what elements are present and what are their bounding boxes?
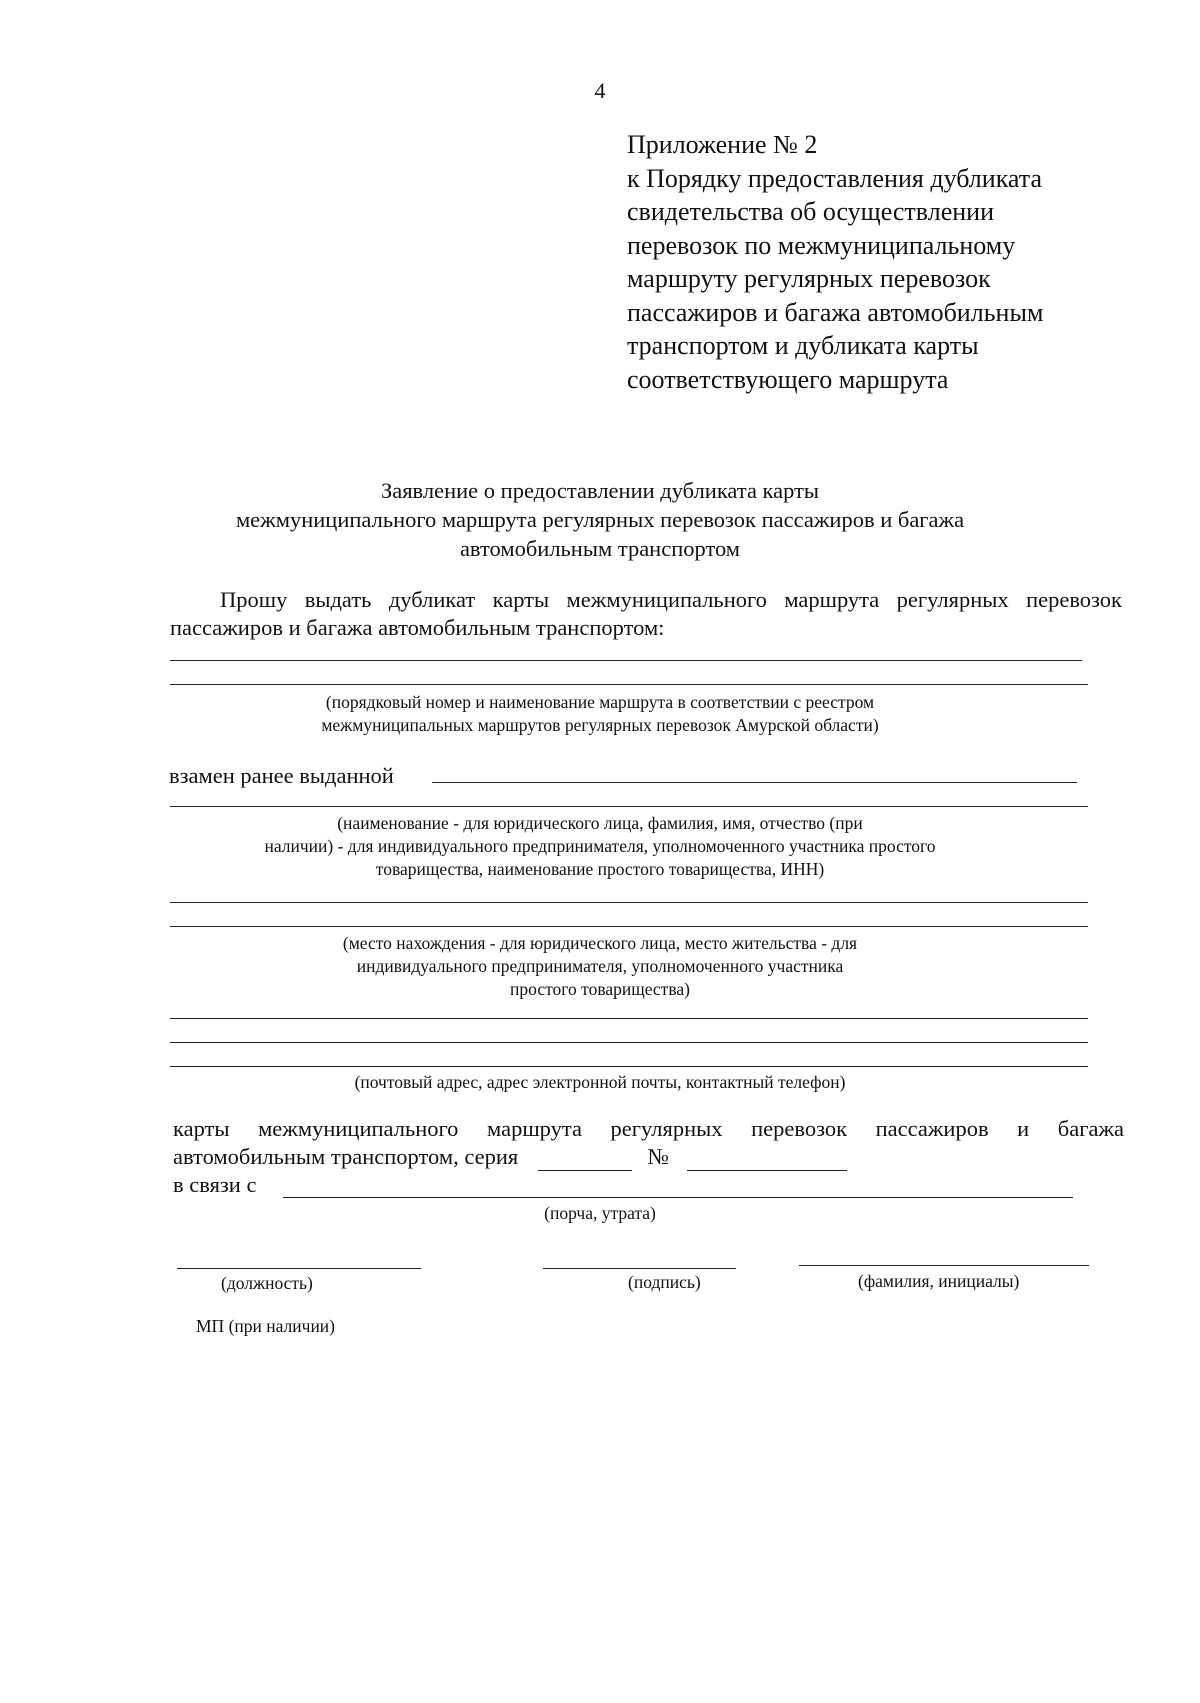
name-signature-line[interactable]	[799, 1265, 1089, 1266]
appendix-line: транспортом и дубликата карты	[627, 331, 979, 360]
document-title	[0, 476, 1200, 563]
instead-label: взамен ранее выданной	[169, 763, 394, 788]
cards-paragraph	[173, 1115, 1124, 1171]
cards-line-2-prefix: автомобильным транспортом, серия	[173, 1144, 519, 1169]
location-field-line-2[interactable]	[170, 926, 1088, 927]
route-caption-line: межмуниципальных маршрутов регулярных перевозок Амурской области)	[321, 715, 879, 735]
request-paragraph	[170, 586, 1122, 642]
location-caption	[0, 932, 1200, 1001]
name-caption	[0, 812, 1200, 881]
name-field-line[interactable]	[170, 806, 1088, 807]
reason-field-line[interactable]	[283, 1197, 1073, 1198]
contact-field-line-2[interactable]	[170, 1042, 1088, 1043]
route-caption-line: (порядковый номер и наименование маршрута в соответствии с реестром	[325, 692, 875, 712]
request-line-2: пассажиров и багажа автомобильным транспортом:	[170, 615, 665, 640]
appendix-line: Приложение № 2	[627, 130, 818, 159]
page-number: 4	[594, 78, 606, 103]
cards-line-2	[173, 1143, 1124, 1171]
contact-caption-line: (почтовый адрес, адрес электронной почты, контактный телефон)	[354, 1072, 846, 1092]
appendix-line: пассажиров и багажа автомобильным	[627, 297, 1044, 327]
number-sign: №	[647, 1144, 669, 1169]
signature-line[interactable]	[543, 1268, 736, 1269]
contact-caption	[0, 1071, 1200, 1094]
name-caption-line: (наименование - для юридического лица, фамилия, имя, отчество (при	[337, 813, 863, 833]
location-caption-line: (место нахождения - для юридического лица, место жительства - для	[342, 933, 858, 953]
title-line: межмуниципального маршрута регулярных перевозок пассажиров и багажа	[235, 507, 965, 532]
name-caption-line: товарищества, наименование простого товарищества, ИНН)	[375, 859, 825, 879]
appendix-line: свидетельства об осуществлении	[627, 197, 994, 226]
location-field-line-1[interactable]	[170, 902, 1088, 903]
name-caption-line: наличии) - для индивидуального предпринимателя, уполномоченного участника простого	[264, 836, 936, 856]
instead-field-line[interactable]	[432, 782, 1077, 783]
appendix-line: маршруту регулярных перевозок	[627, 264, 991, 293]
request-line-1: Прошу выдать дубликат карты межмуниципального маршрута регулярных перевозок	[220, 587, 1122, 612]
appendix-line: к Порядку предоставления дубликата	[627, 163, 1043, 193]
contact-field-line-1[interactable]	[170, 1018, 1088, 1019]
reason-caption-line: (порча, утрата)	[544, 1203, 656, 1223]
stamp-note: МП (при наличии)	[196, 1316, 336, 1336]
number-field[interactable]	[687, 1150, 847, 1171]
route-caption	[0, 691, 1200, 737]
location-caption-line: индивидуального предпринимателя, уполномоченного участника	[356, 956, 844, 976]
contact-field-line-3[interactable]	[170, 1066, 1088, 1067]
reason-label: в связи с	[173, 1172, 257, 1197]
signature-caption: (подпись)	[628, 1272, 701, 1292]
appendix-header	[627, 128, 1043, 396]
location-caption-line: простого товарищества)	[510, 979, 690, 999]
name-caption: (фамилия, инициалы)	[858, 1271, 1020, 1291]
route-field-line-1[interactable]	[170, 660, 1082, 661]
position-caption: (должность)	[221, 1273, 313, 1293]
reason-caption	[0, 1202, 1200, 1225]
cards-line-1: карты межмуниципального маршрута регулярных перевозок пассажиров и багажа	[173, 1116, 1124, 1141]
position-signature-line[interactable]	[177, 1268, 421, 1269]
title-line: Заявление о предоставлении дубликата карты	[380, 478, 820, 503]
title-line: автомобильным транспортом	[459, 536, 741, 561]
appendix-line: соответствующего маршрута	[627, 364, 949, 394]
route-field-line-2[interactable]	[170, 684, 1088, 685]
appendix-line: перевозок по межмуниципальному	[627, 230, 1016, 260]
series-field[interactable]	[538, 1150, 632, 1171]
